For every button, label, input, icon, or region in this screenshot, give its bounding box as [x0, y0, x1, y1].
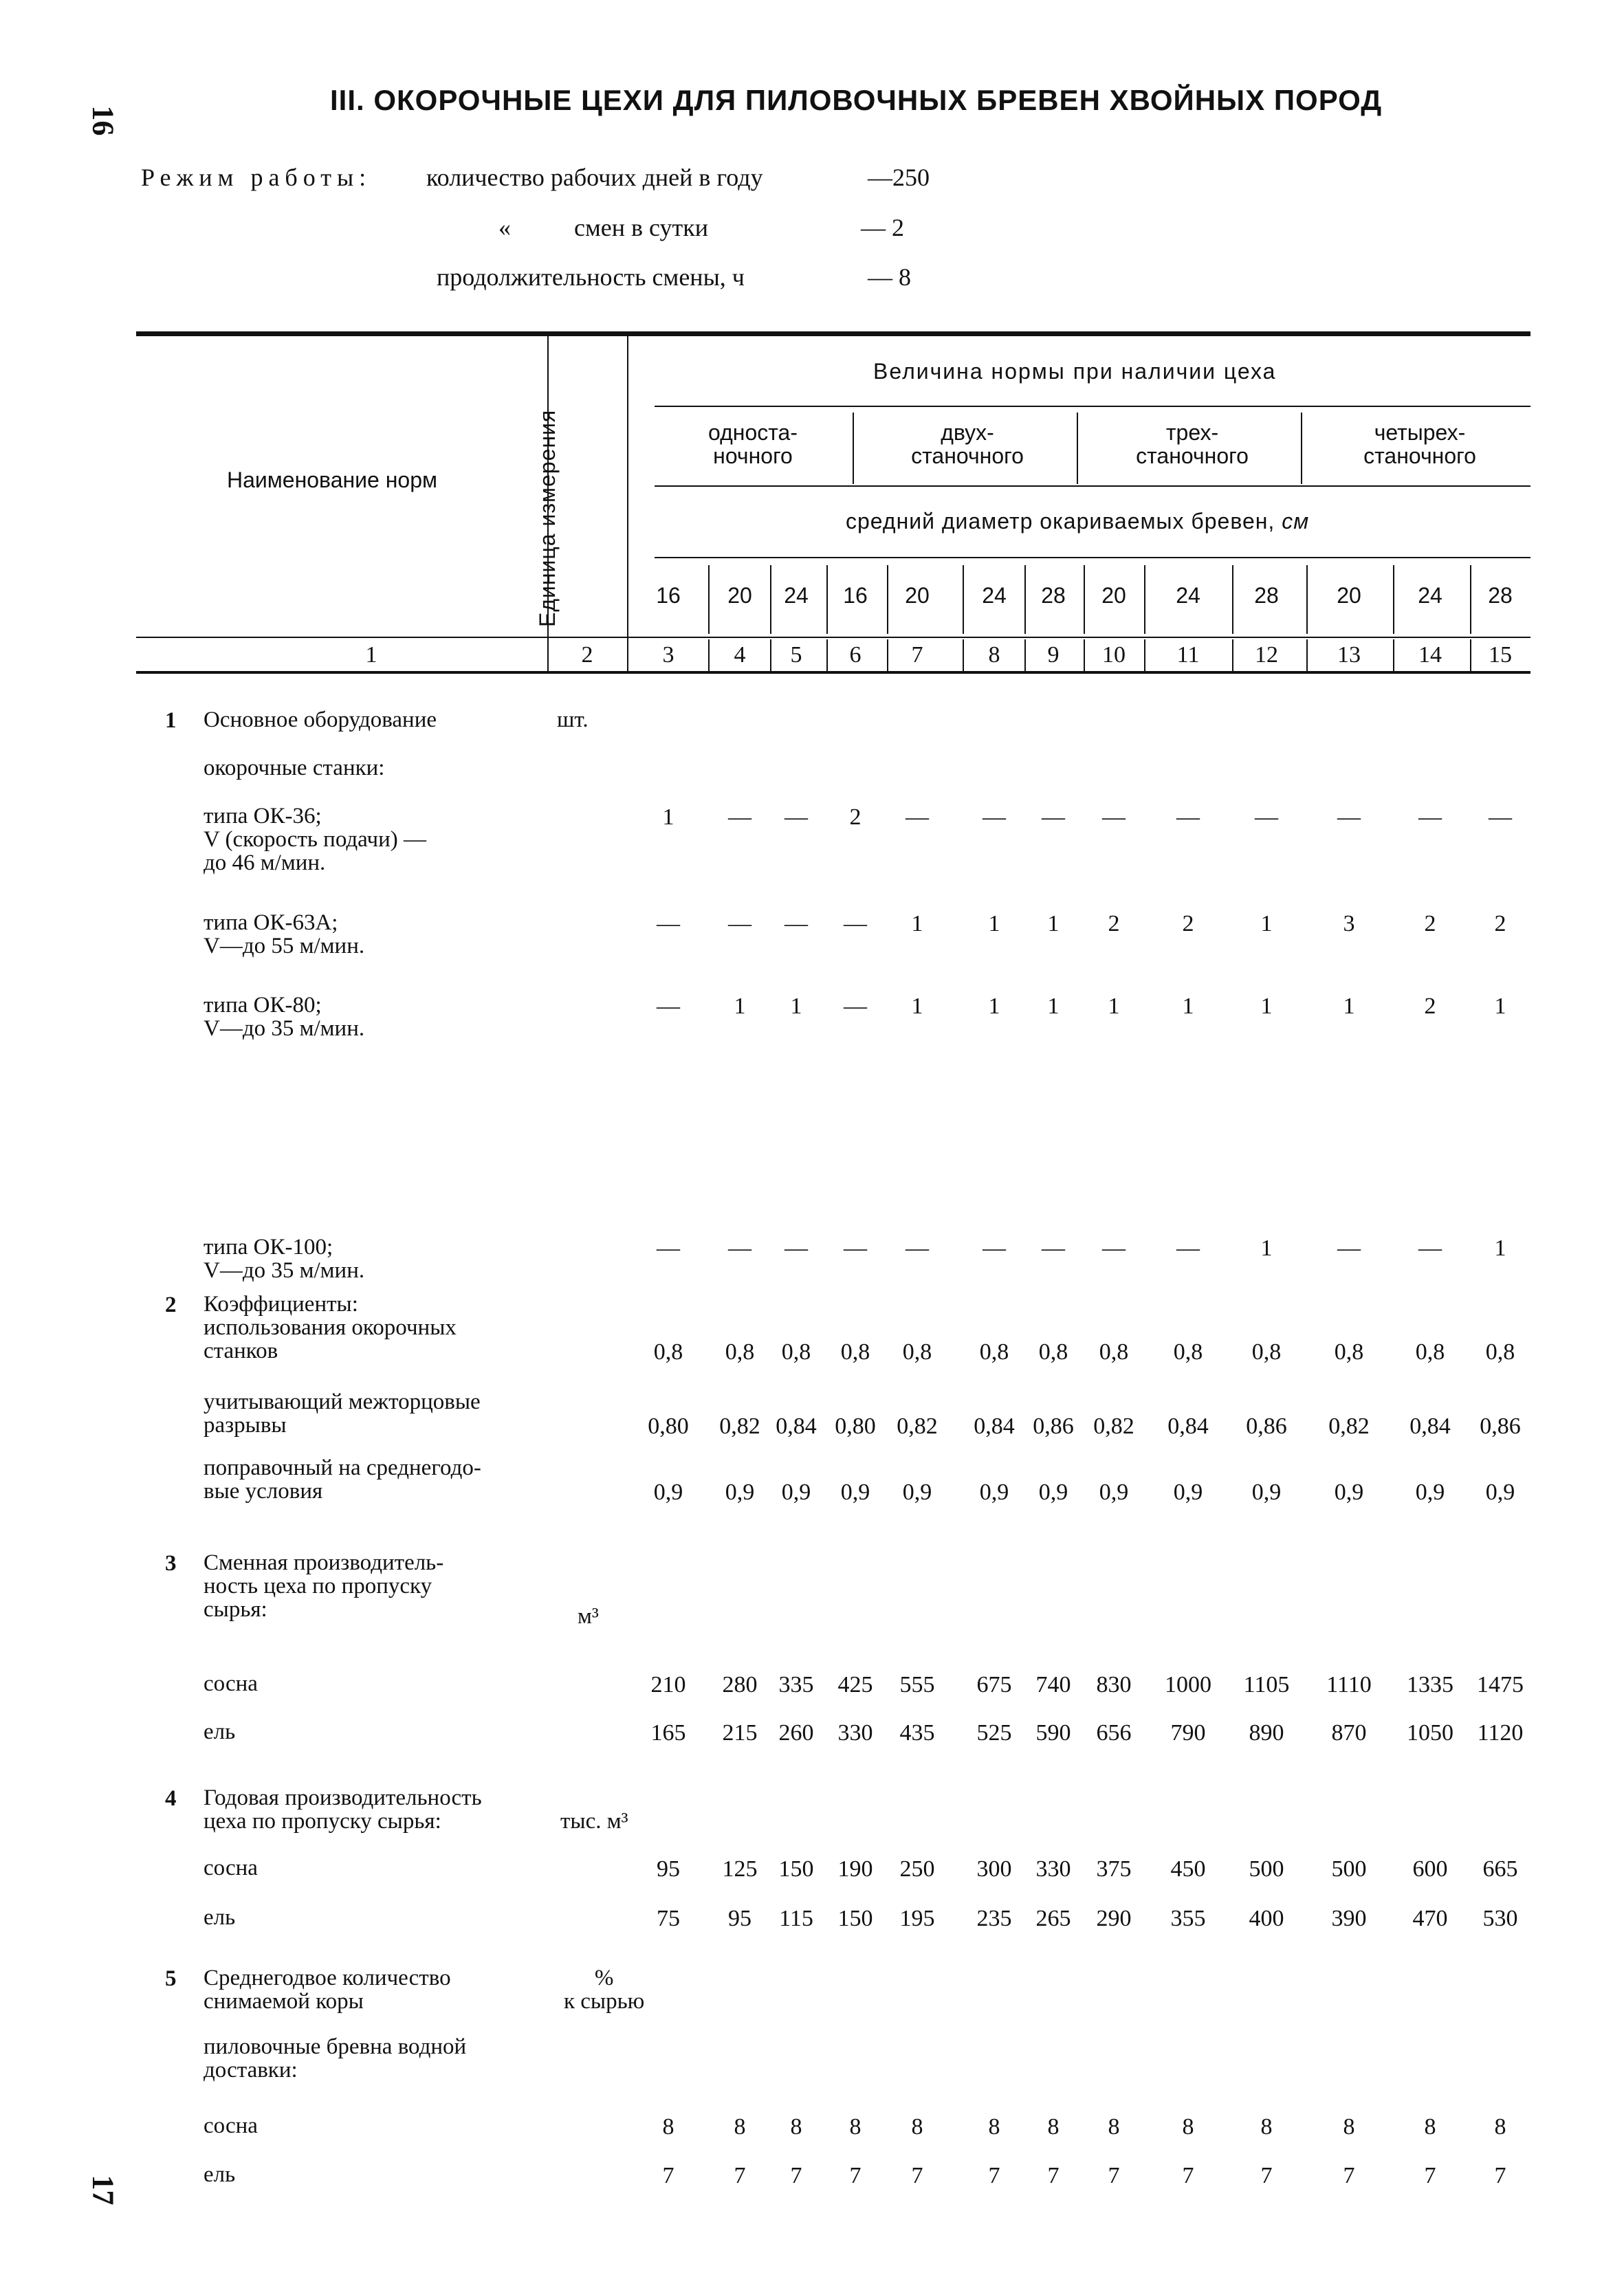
row-value: 7	[1047, 2163, 1060, 2188]
row-value: —	[784, 804, 808, 830]
row-unit: % к сырью	[564, 1966, 645, 2014]
row-label: Основное оборудование	[204, 707, 437, 732]
diameter-value: 20	[905, 583, 930, 608]
row-value: 3	[1343, 911, 1355, 936]
row-value: 7	[849, 2163, 862, 2188]
colnum-divider	[1084, 639, 1085, 671]
mode-row-3-text: продолжительность смены, ч	[437, 263, 745, 291]
row-value: 1120	[1477, 1720, 1524, 1746]
col-number: 9	[1047, 642, 1060, 668]
row-unit: тыс. м³	[560, 1809, 628, 1834]
col-number: 10	[1102, 642, 1126, 668]
header-group-1: односта- ночного	[708, 420, 798, 468]
mode-row-2-prefix: «	[498, 214, 511, 241]
row-value: 290	[1096, 1906, 1132, 1931]
row-value: 8	[790, 2114, 802, 2140]
row-value: 8	[734, 2114, 746, 2140]
row-value: 740	[1035, 1672, 1071, 1697]
col-number: 2	[581, 642, 593, 668]
row-value: 500	[1331, 1856, 1367, 1882]
header-norm-title: Величина нормы при наличии цеха	[873, 359, 1277, 384]
row-value: —	[1102, 804, 1126, 830]
row-value: 2	[1424, 911, 1436, 936]
row-section-number: 1	[165, 708, 177, 733]
row-value: 125	[722, 1856, 758, 1882]
row-value: 0,8	[725, 1339, 755, 1365]
row-label: сосна	[204, 1856, 258, 1880]
row-value: 75	[657, 1906, 680, 1931]
row-value: 1	[1260, 993, 1273, 1019]
row-value: 0,9	[1099, 1480, 1129, 1505]
row-value: 2	[1494, 911, 1506, 936]
row-value: 0,84	[1167, 1414, 1209, 1439]
row-value: —	[1337, 1235, 1361, 1261]
row-label: типа ОК-100; V—до 35 м/мин.	[204, 1235, 365, 1283]
diameter-value: 28	[1488, 583, 1513, 608]
table-top-rule	[136, 331, 1530, 336]
row-value: —	[844, 911, 867, 936]
diameter-col-divider	[1306, 565, 1308, 634]
diameter-value: 20	[1101, 583, 1126, 608]
row-value: 355	[1170, 1906, 1206, 1931]
row-value: 0,8	[781, 1339, 811, 1365]
diameter-col-divider	[1393, 565, 1394, 634]
header-divider-unit-values	[627, 336, 628, 673]
row-value: —	[657, 1235, 680, 1261]
row-value: —	[1102, 1235, 1126, 1261]
row-value: 8	[1108, 2114, 1120, 2140]
row-value: 425	[837, 1672, 873, 1697]
row-value: 8	[1047, 2114, 1060, 2140]
colnum-divider	[1144, 639, 1145, 671]
row-value: 0,80	[648, 1414, 689, 1439]
row-value: 0,9	[902, 1480, 932, 1505]
mode-row-2-value: — 2	[861, 214, 904, 241]
col-number: 5	[790, 642, 802, 668]
row-value: 1	[1047, 993, 1060, 1019]
colnum-divider	[627, 639, 628, 671]
row-value: 2	[1182, 911, 1194, 936]
colnum-divider	[1306, 639, 1308, 671]
row-value: 2	[1108, 911, 1120, 936]
row-value: —	[728, 804, 751, 830]
row-label: поправочный на среднегодо- вые условия	[204, 1455, 481, 1504]
row-value: 1	[911, 993, 923, 1019]
diameter-value: 20	[727, 583, 752, 608]
row-value: 8	[1494, 2114, 1506, 2140]
row-value: —	[784, 1235, 808, 1261]
row-value: 1	[1182, 993, 1194, 1019]
row-value: —	[1176, 804, 1200, 830]
row-value: 0,8	[1415, 1339, 1445, 1365]
row-value: —	[906, 804, 929, 830]
diameter-value: 24	[784, 583, 809, 608]
row-value: 1	[1494, 1235, 1506, 1261]
row-value: 7	[988, 2163, 1000, 2188]
col-number: 11	[1176, 642, 1200, 668]
header-group-3: трех- станочного	[1136, 420, 1249, 468]
row-value: 1	[988, 911, 1000, 936]
row-value: 150	[837, 1906, 873, 1931]
header-diameter-label	[846, 509, 1309, 534]
row-value: —	[906, 1235, 929, 1261]
row-value: 1	[1108, 993, 1120, 1019]
row-value: 280	[722, 1672, 758, 1697]
row-value: 7	[1108, 2163, 1120, 2188]
row-value: 0,8	[1099, 1339, 1129, 1365]
row-label: типа ОК-36; V (скорость подачи) — до 46 м/мин.	[204, 804, 426, 875]
row-value: 1105	[1243, 1672, 1290, 1697]
row-value: 0,9	[1038, 1480, 1068, 1505]
group-divider-3	[1301, 413, 1302, 484]
row-value: 1110	[1326, 1672, 1372, 1697]
row-label: окорочные станки:	[204, 756, 385, 780]
row-value: 470	[1412, 1906, 1448, 1931]
row-value: 0,9	[781, 1480, 811, 1505]
row-value: 675	[976, 1672, 1012, 1697]
col-number: 14	[1418, 642, 1442, 668]
row-value: —	[657, 911, 680, 936]
col-number: 3	[662, 642, 674, 668]
row-value: 1	[1494, 993, 1506, 1019]
col-number: 6	[849, 642, 862, 668]
group-divider-2	[1077, 413, 1078, 484]
row-value: 7	[1182, 2163, 1194, 2188]
row-label: ель	[204, 2162, 236, 2187]
row-value: —	[1489, 804, 1512, 830]
row-value: 0,8	[653, 1339, 683, 1365]
diameter-value: 28	[1041, 583, 1066, 608]
row-value: —	[728, 911, 751, 936]
row-value: 8	[1424, 2114, 1436, 2140]
row-value: 0,80	[835, 1414, 876, 1439]
row-value: 656	[1096, 1720, 1132, 1746]
row-label: сосна	[204, 1671, 258, 1696]
mode-row-3-value: — 8	[868, 263, 911, 291]
row-label: Коэффициенты: использования окорочных станков	[204, 1292, 457, 1363]
row-value: 300	[976, 1856, 1012, 1882]
row-value: 0,8	[1038, 1339, 1068, 1365]
row-label: сосна	[204, 2113, 258, 2138]
col-number: 1	[365, 642, 377, 668]
header-unit-column: Единица измерения	[535, 409, 560, 627]
row-value: 8	[1260, 2114, 1273, 2140]
colnum-divider	[1470, 639, 1471, 671]
col-number: 7	[911, 642, 923, 668]
row-value: 0,9	[725, 1480, 755, 1505]
row-value: 0,8	[1485, 1339, 1515, 1365]
header-rule-groups	[655, 406, 1530, 407]
row-value: 8	[1182, 2114, 1194, 2140]
row-value: 450	[1170, 1856, 1206, 1882]
row-value: —	[1337, 804, 1361, 830]
row-section-number: 5	[165, 1966, 177, 1991]
row-value: 1	[1047, 911, 1060, 936]
row-value: 95	[657, 1856, 680, 1882]
page-number-bottom: 17	[86, 2175, 120, 2206]
row-value: 7	[1260, 2163, 1273, 2188]
row-value: 890	[1249, 1720, 1284, 1746]
diameter-value: 24	[982, 583, 1007, 608]
row-label: Годовая производительность цеха по пропуску сырья:	[204, 1785, 482, 1834]
row-value: 7	[662, 2163, 674, 2188]
diameter-value: 16	[656, 583, 681, 608]
row-value: 95	[728, 1906, 751, 1931]
row-value: —	[844, 993, 867, 1019]
colnum-divider	[1232, 639, 1233, 671]
row-value: —	[983, 1235, 1006, 1261]
row-value: 390	[1331, 1906, 1367, 1931]
colnum-divider	[770, 639, 771, 671]
row-value: —	[1042, 804, 1065, 830]
row-value: 215	[722, 1720, 758, 1746]
row-value: 0,82	[1328, 1414, 1370, 1439]
diameter-value: 24	[1176, 583, 1200, 608]
row-value: 1335	[1407, 1672, 1453, 1697]
row-value: 7	[1343, 2163, 1355, 2188]
mode-row-1-text: количество рабочих дней в году	[426, 164, 763, 191]
row-value: 400	[1249, 1906, 1284, 1931]
row-value: —	[1042, 1235, 1065, 1261]
row-value: 665	[1482, 1856, 1518, 1882]
row-value: 530	[1482, 1906, 1518, 1931]
row-value: 1	[911, 911, 923, 936]
row-label: типа ОК-63А; V—до 55 м/мин.	[204, 910, 365, 958]
row-value: 0,84	[776, 1414, 817, 1439]
row-value: 435	[899, 1720, 935, 1746]
row-label: Среднегодвое количество снимаемой коры	[204, 1966, 451, 2014]
section-title: III. ОКОРОЧНЫЕ ЦЕХИ ДЛЯ ПИЛОВОЧНЫХ БРЕВЕН ХВОЙНЫХ ПОРОД	[330, 84, 1383, 116]
row-value: 500	[1249, 1856, 1284, 1882]
colnum-divider	[826, 639, 828, 671]
mode-label: Режим работы:	[141, 164, 372, 191]
row-value: 0,84	[974, 1414, 1015, 1439]
row-value: —	[1176, 1235, 1200, 1261]
row-value: 7	[734, 2163, 746, 2188]
row-value: 0,8	[1251, 1339, 1282, 1365]
row-value: 0,9	[1173, 1480, 1203, 1505]
row-unit: шт.	[557, 707, 589, 732]
row-value: 7	[911, 2163, 923, 2188]
row-value: 1	[790, 993, 802, 1019]
mode-row-1-value: —250	[868, 164, 930, 191]
row-value: 0,9	[840, 1480, 870, 1505]
row-value: 150	[778, 1856, 814, 1882]
row-value: 2	[1424, 993, 1436, 1019]
row-value: 0,8	[1334, 1339, 1364, 1365]
header-rule-diameter	[655, 485, 1530, 487]
col-number: 8	[988, 642, 1000, 668]
col-number: 12	[1255, 642, 1278, 668]
header-bottom-rule	[136, 671, 1530, 674]
mode-row-2-text: смен в сутки	[574, 214, 708, 241]
colnum-divider	[1393, 639, 1394, 671]
row-label: типа ОК-80; V—до 35 м/мин.	[204, 993, 365, 1041]
row-value: 0,82	[1093, 1414, 1134, 1439]
row-unit: м³	[578, 1604, 599, 1629]
group-divider-1	[853, 413, 854, 484]
colnum-divider	[547, 639, 549, 671]
row-value: 8	[988, 2114, 1000, 2140]
row-value: 0,86	[1033, 1414, 1074, 1439]
row-value: 7	[1424, 2163, 1436, 2188]
diameter-value: 28	[1254, 583, 1279, 608]
row-label: ель	[204, 1905, 236, 1930]
row-value: 8	[662, 2114, 674, 2140]
colnum-divider	[1024, 639, 1026, 671]
row-value: 8	[849, 2114, 862, 2140]
row-value: 525	[976, 1720, 1012, 1746]
row-value: 1475	[1477, 1672, 1524, 1697]
row-value: —	[784, 911, 808, 936]
row-value: —	[728, 1235, 751, 1261]
row-value: 0,9	[1415, 1480, 1445, 1505]
row-value: 8	[911, 2114, 923, 2140]
row-value: 8	[1343, 2114, 1355, 2140]
header-name-column: Наименование норм	[227, 468, 437, 492]
row-value: —	[1418, 804, 1442, 830]
row-value: 870	[1331, 1720, 1367, 1746]
row-value: —	[1418, 1235, 1442, 1261]
row-value: 0,82	[897, 1414, 938, 1439]
col-number: 13	[1337, 642, 1361, 668]
header-rule-values	[655, 557, 1530, 558]
col-number: 15	[1489, 642, 1512, 668]
diameter-value: 24	[1418, 583, 1442, 608]
row-label: учитывающий межторцовые разрывы	[204, 1389, 481, 1438]
colnum-divider	[963, 639, 964, 671]
row-section-number: 2	[165, 1293, 177, 1317]
row-value: —	[844, 1235, 867, 1261]
row-value: 375	[1096, 1856, 1132, 1882]
page-number-top: 16	[86, 105, 120, 136]
col-number: 4	[734, 642, 746, 668]
row-value: 0,86	[1246, 1414, 1287, 1439]
row-value: 235	[976, 1906, 1012, 1931]
row-value: 250	[899, 1856, 935, 1882]
row-value: 0,9	[1251, 1480, 1282, 1505]
row-value: 330	[837, 1720, 873, 1746]
row-value: 0,9	[979, 1480, 1009, 1505]
row-value: —	[657, 993, 680, 1019]
row-value: —	[983, 804, 1006, 830]
header-rule-colnums	[136, 637, 1530, 638]
row-label: ель	[204, 1719, 236, 1744]
row-value: 1	[734, 993, 746, 1019]
row-value: 7	[790, 2163, 802, 2188]
row-value: 0,9	[1485, 1480, 1515, 1505]
row-value: 7	[1494, 2163, 1506, 2188]
row-value: —	[1255, 804, 1278, 830]
diameter-unit: см	[1282, 509, 1310, 534]
diameter-label-text: средний диаметр окариваемых бревен,	[846, 509, 1275, 534]
row-value: 0,9	[1334, 1480, 1364, 1505]
row-value: 0,8	[902, 1339, 932, 1365]
row-section-number: 4	[165, 1786, 177, 1811]
header-group-2: двух- станочного	[911, 420, 1024, 468]
row-value: 210	[650, 1672, 686, 1697]
row-value: 0,8	[840, 1339, 870, 1365]
row-value: 0,82	[719, 1414, 760, 1439]
row-value: 190	[837, 1856, 873, 1882]
row-value: 260	[778, 1720, 814, 1746]
row-section-number: 3	[165, 1551, 177, 1576]
row-value: 0,8	[1173, 1339, 1203, 1365]
row-value: 1050	[1407, 1720, 1453, 1746]
row-value: 335	[778, 1672, 814, 1697]
row-value: 195	[899, 1906, 935, 1931]
diameter-value: 20	[1337, 583, 1361, 608]
row-value: 590	[1035, 1720, 1071, 1746]
row-label: Сменная производитель- ность цеха по пропуску сырья:	[204, 1550, 444, 1622]
row-value: 1	[662, 804, 674, 830]
row-value: 790	[1170, 1720, 1206, 1746]
colnum-divider	[708, 639, 710, 671]
row-value: 1	[988, 993, 1000, 1019]
row-value: 330	[1035, 1856, 1071, 1882]
row-value: 1000	[1165, 1672, 1211, 1697]
row-label: пиловочные бревна водной доставки:	[204, 2034, 467, 2082]
row-value: 115	[779, 1906, 813, 1931]
row-value: 1	[1260, 911, 1273, 936]
row-value: 165	[650, 1720, 686, 1746]
row-value: 600	[1412, 1856, 1448, 1882]
row-value: 1	[1260, 1235, 1273, 1261]
row-value: 0,86	[1480, 1414, 1521, 1439]
row-value: 265	[1035, 1906, 1071, 1931]
row-value: 0,84	[1409, 1414, 1451, 1439]
row-value: 830	[1096, 1672, 1132, 1697]
row-value: 555	[899, 1672, 935, 1697]
row-value: 0,8	[979, 1339, 1009, 1365]
colnum-divider	[887, 639, 888, 671]
row-value: 2	[849, 804, 862, 830]
row-value: 1	[1343, 993, 1355, 1019]
diameter-value: 16	[843, 583, 868, 608]
row-value: 0,9	[653, 1480, 683, 1505]
header-group-4: четырех- станочного	[1363, 420, 1476, 468]
